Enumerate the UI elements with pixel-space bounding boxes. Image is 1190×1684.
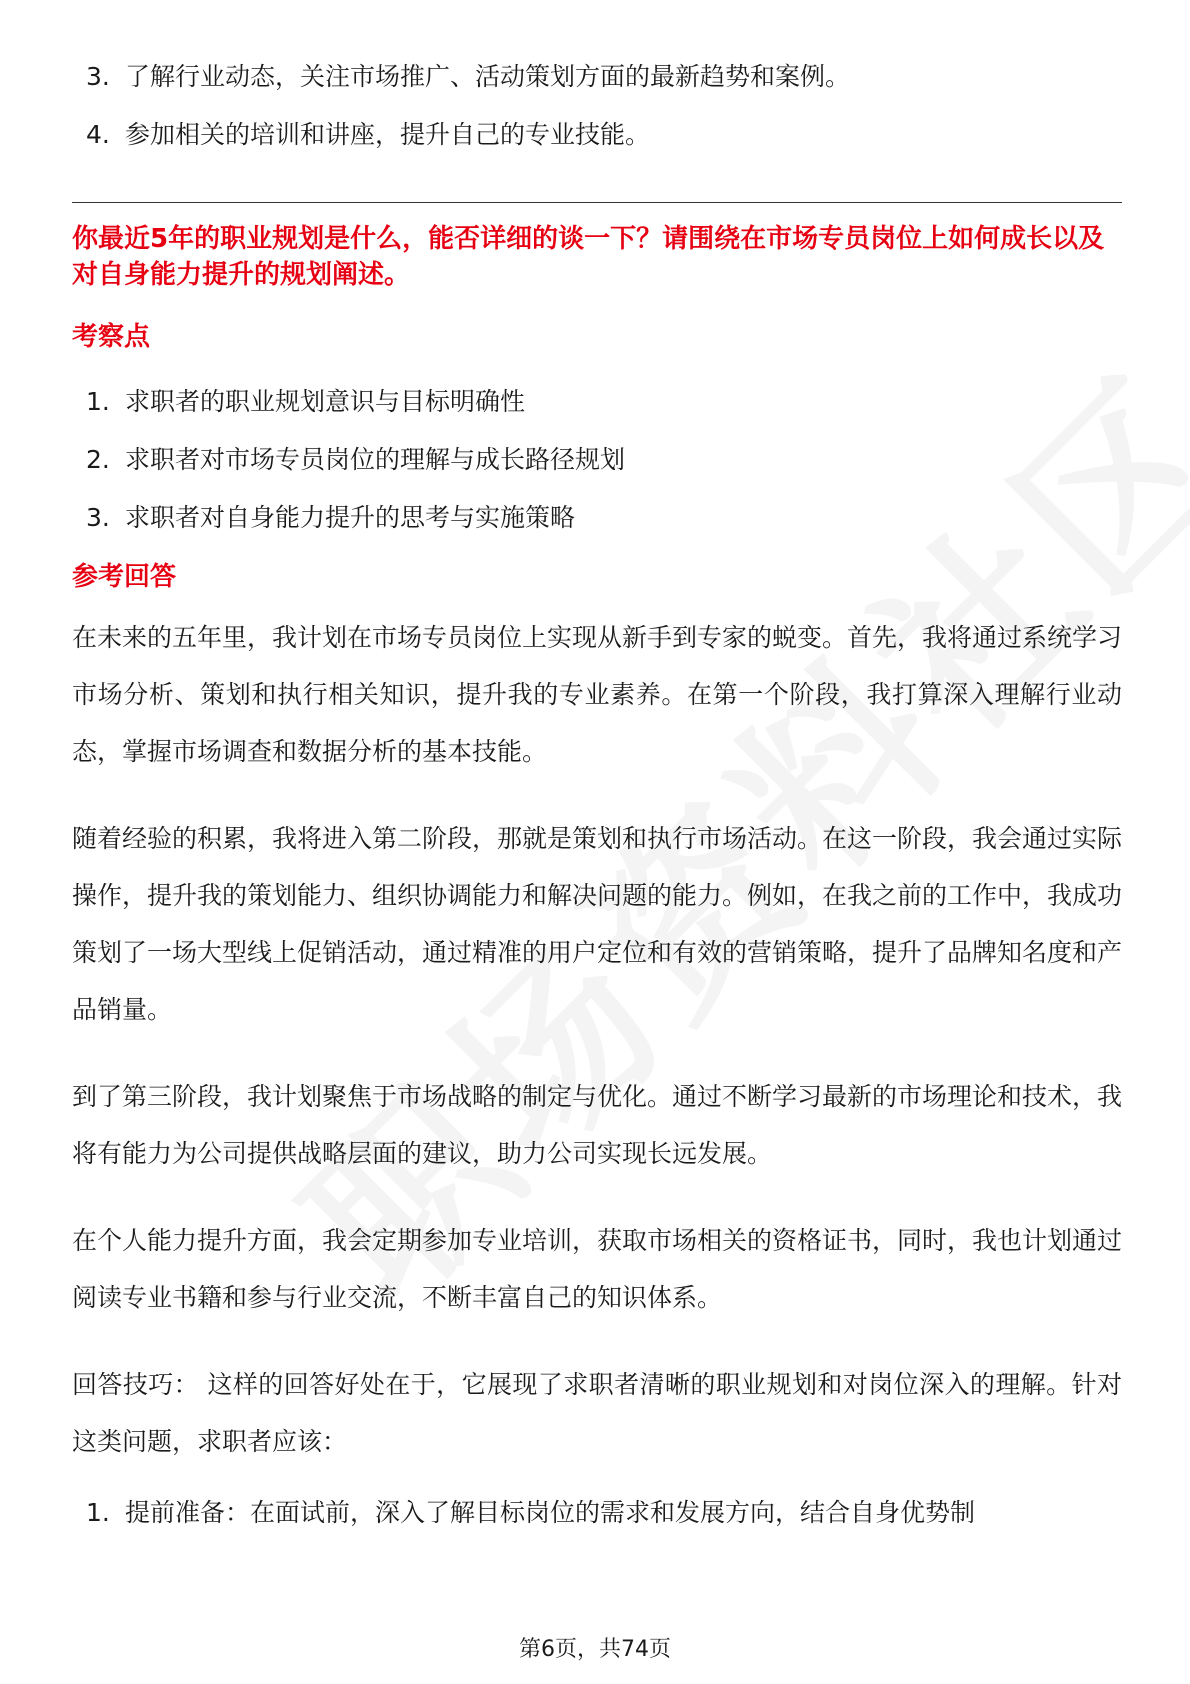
list-number: 3. <box>86 503 110 532</box>
previous-list <box>72 60 1122 152</box>
points-title: 考察点 <box>72 322 151 352</box>
list-number: 1. <box>86 387 110 416</box>
list-item <box>72 443 1122 477</box>
list-number: 1. <box>86 1498 110 1527</box>
list-text: 提前准备：在面试前，深入了解目标岗位的需求和发展方向，结合自身优势制 <box>125 1498 976 1527</box>
list-number: 3. <box>86 62 110 91</box>
list-item <box>72 501 1122 535</box>
answer-tips-paragraph: 回答技巧： 这样的回答好处在于，它展现了求职者清晰的职业规划和对岗位深入的理解。针对这类问题，求职者应该： <box>72 1370 1122 1456</box>
list-item <box>72 385 1122 419</box>
list-text: 了解行业动态，关注市场推广、活动策划方面的最新趋势和案例。 <box>125 62 851 91</box>
list-number: 4. <box>86 120 110 149</box>
page-footer: 第6页，共74页 <box>519 1637 671 1662</box>
answer-paragraph: 在个人能力提升方面，我会定期参加专业培训，获取市场相关的资格证书，同时，我也计划通过阅读专业书籍和参与行业交流，不断丰富自己的知识体系。 <box>72 1226 1123 1312</box>
answer-title: 参考回答 <box>72 562 177 592</box>
section-divider <box>72 202 1122 203</box>
list-text: 求职者对自身能力提升的思考与实施策略 <box>125 503 576 532</box>
answer-paragraph: 在未来的五年里，我计划在市场专员岗位上实现从新手到专家的蜕变。首先，我将通过系统学习市场分析、策划和执行相关知识，提升我的专业素养。在第一个阶段，我打算深入理解行业动态，掌握市场调查和数据分析的基本技能。 <box>72 623 1123 766</box>
list-item <box>72 1496 1122 1530</box>
list-text: 求职者的职业规划意识与目标明确性 <box>125 387 526 416</box>
list-text: 求职者对市场专员岗位的理解与成长路径规划 <box>125 445 626 474</box>
list-item <box>72 60 1122 94</box>
answer-paragraph: 到了第三阶段，我计划聚焦于市场战略的制定与优化。通过不断学习最新的市场理论和技术，我将有能力为公司提供战略层面的建议，助力公司实现长远发展。 <box>72 1082 1123 1168</box>
list-item <box>72 118 1122 152</box>
page-content <box>72 60 1122 1554</box>
list-text: 参加相关的培训和讲座，提升自己的专业技能。 <box>125 120 651 149</box>
list-number: 2. <box>86 445 110 474</box>
tips-list <box>72 1496 1122 1530</box>
answer-paragraph: 随着经验的积累，我将进入第二阶段，那就是策划和执行市场活动。在这一阶段，我会通过实际操作，提升我的策划能力、组织协调能力和解决问题的能力。例如，在我之前的工作中，我成功策划了一场大型线上促销活动，通过精准的用户定位和有效的营销策略，提升了品牌知名度和产品销量。 <box>72 824 1123 1024</box>
points-list <box>72 385 1122 535</box>
question-heading: 你最近5年的职业规划是什么，能否详细的谈一下？请围绕在市场专员岗位上如何成长以及对自身能力提升的规划阐述。 <box>72 224 1105 290</box>
